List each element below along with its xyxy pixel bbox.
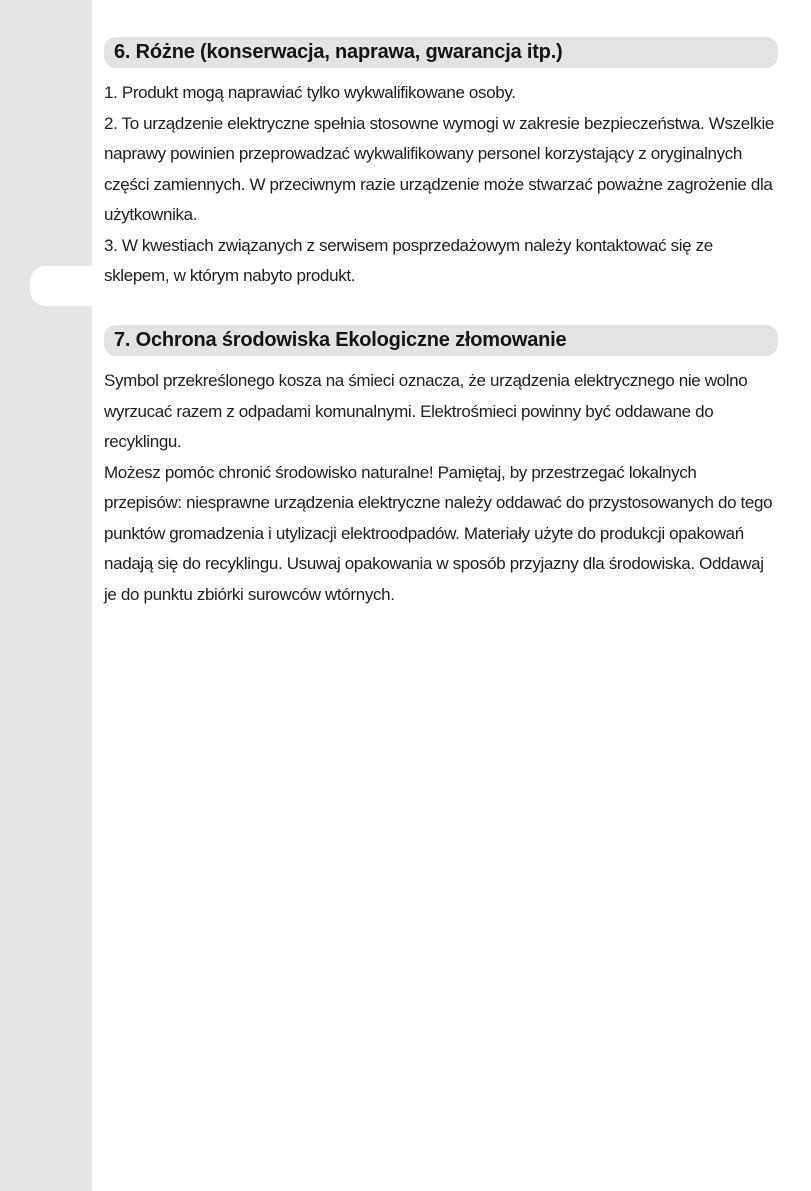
section-body: [104, 366, 778, 610]
section-heading: 7. Ochrona środowiska Ekologiczne złomowanie: [114, 329, 567, 351]
section-environment-disposal: [104, 325, 778, 610]
page-margin-strip: [0, 0, 92, 1191]
chapter-tab: [30, 266, 92, 306]
section-heading-bar: [104, 325, 778, 356]
section-maintenance-repair-warranty: [104, 37, 778, 292]
paragraph: 3. W kwestiach związanych z serwisem posprzedażowym należy kontaktować się ze sklepem, w którym nabyto produkt.: [104, 235, 713, 285]
paragraph: Symbol przekreślonego kosza na śmieci oznacza, że urządzenia elektrycznego nie wolno wyrzucać razem z odpadami komunalnymi. Elektrośmieci powinny być oddawane do recyklingu.: [104, 371, 748, 451]
paragraph: 2. To urządzenie elektryczne spełnia stosowne wymogi w zakresie bezpieczeństwa. Wszelkie naprawy powinien przeprowadzać wykwalifikowany personel korzystający z oryginalnych części zamiennych. W przeciwnym razie urządzenie może stwarzać poważne zagrożenie dla użytkownika.: [104, 113, 774, 224]
paragraph: Możesz pomóc chronić środowisko naturalne! Pamiętaj, by przestrzegać lokalnych przepisów: niesprawne urządzenia elektryczne należy oddawać do przystosowanych do tego punktów gromadzenia i utylizacji elektroodpadów. Materiały użyte do produkcji opakowań nadają się do recyklingu. Usuwaj opakowania w sposób przyjazny dla środowiska. Oddawaj je do punktu zbiórki surowców wtórnych.: [104, 462, 773, 604]
section-heading: 6. Różne (konserwacja, naprawa, gwarancja itp.): [114, 41, 563, 63]
paragraph: 1. Produkt mogą naprawiać tylko wykwalifikowane osoby.: [104, 83, 516, 102]
section-heading-bar: [104, 37, 778, 68]
section-body: [104, 78, 778, 292]
